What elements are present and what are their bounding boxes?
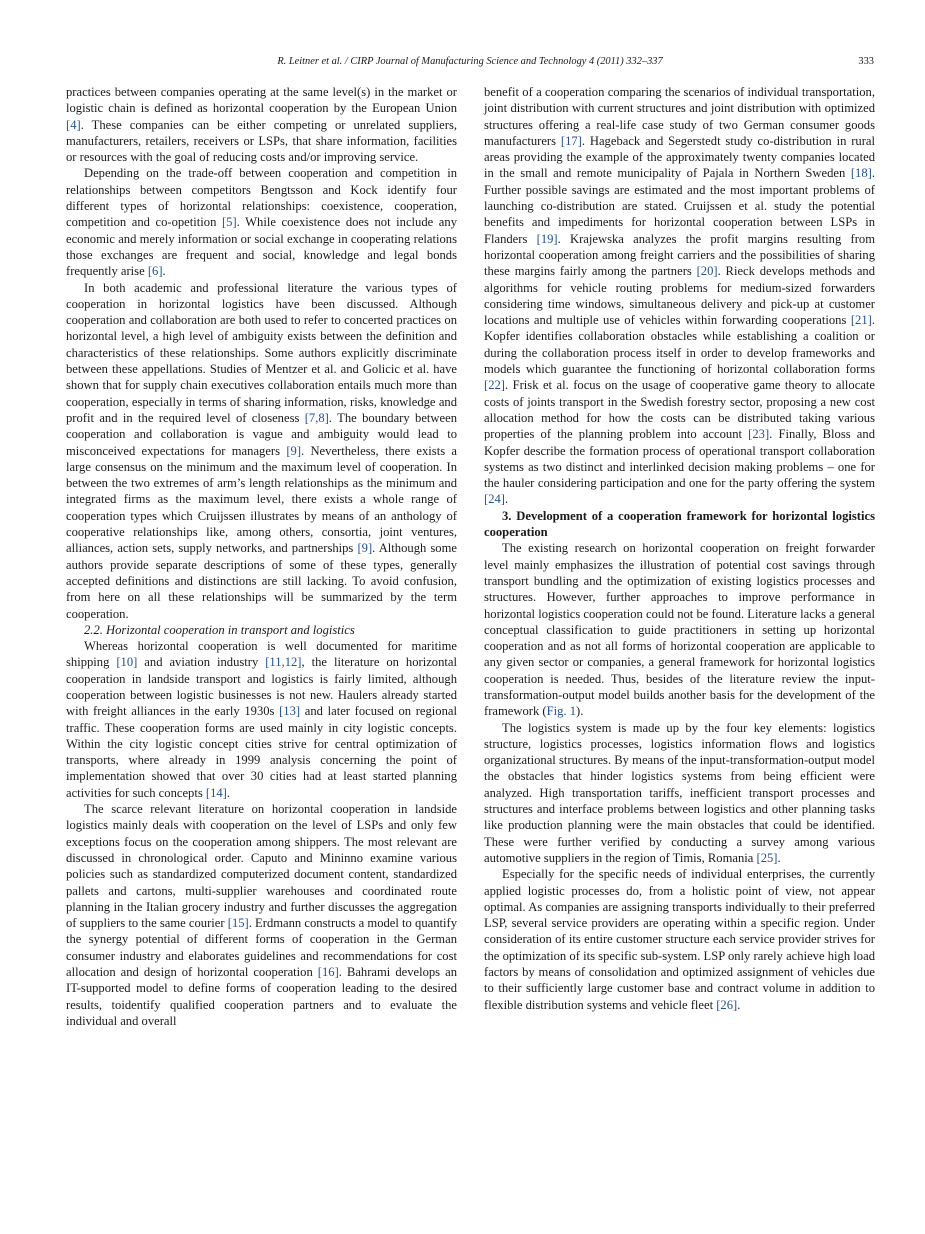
citation-link[interactable]: [20] [696,264,718,279]
citation-link[interactable]: [23] [748,427,770,442]
text-run: . Kopfer identifies collaboration obstacles while establishing a coalition or during the collaboration process itself in order to develop frameworks and models which guarantee the functioning of horizontal collaboration forms [484,313,875,377]
citation-link[interactable]: [10] [116,655,138,670]
text-run: . Krajewska analyzes the profit margins resulting from horizontal cooperation among freight carriers and the possibilities of sharing these margins fairly among the partners [484,231,875,279]
citation-link[interactable]: [7,8] [304,410,329,425]
page-number: 333 [858,56,874,67]
paragraph [66,84,457,165]
paragraph [66,165,457,279]
paragraph [484,84,875,508]
text-run: Depending on the trade-off between cooperation and competition in relationships between competitors Bengtsson and Kock identify four different types of horizontal relationships: coexistence, cooperation, competition and co-opetition [66,166,457,230]
subsection-heading: 2.2. Horizontal cooperation in transport and logistics [84,622,355,637]
citation-link[interactable]: [18] [850,166,872,181]
paragraph [484,720,875,867]
citation-link[interactable]: [9] [357,541,373,556]
right-column [484,84,875,1013]
text-run: . Finally, Bloss and Kopfer describe the formation process of operational transport collaboration systems as two distinct and interlinked decision making problems – one for the hauler considering participation and one for the party offering the system [484,427,875,491]
citation-link[interactable]: [11,12] [265,655,302,670]
text-run: The scarce relevant literature on horizontal cooperation in landside logistics mainly deals with cooperation on the level of LSPs and only few exceptions focus on the cooperation among shippers. The most relevant are discussed in chronological order. Caputo and Mininno examine various policies such as standardized computerized document content, standardized pallets and cartons, multi-supplier warehouses and coordinated route planning in the Italian grocery industry and further discusses the aggregation of suppliers to the same courier [66,802,457,931]
text-run: . The boundary between cooperation and collaboration is vague and ambiguity would lead to misconceived expectations for managers [66,410,457,458]
text-run: . Further possible savings are estimated and the most important problems of launching co-distribution are stated. Cruijssen et al. study the potential benefits and impediments for horizontal cooperation between LSPs in Flanders [484,166,875,246]
text-run: . These companies can be either competing or unrelated suppliers, manufacturers, retailers, receivers or LSPs, that share information, facilities or resources with the goal of reducing costs and/or improving service. [66,117,457,165]
citation-link[interactable]: [22] [484,378,505,393]
journal-citation: R. Leitner et al. / CIRP Journal of Manufacturing Science and Technology 4 (2011) 332–337 [277,56,663,67]
text-run: , the literature on horizontal cooperation in landside transport and logistics is fairly limited, although cooperation between logistic businesses is not new. Haulers already started with freight alliances in the early 1930s [66,655,457,719]
text-run: . Nevertheless, there exists a large consensus on the minimum and the maximum level of cooperation. In between the two extremes of arm’s length relationships as the minimum and integrated firms as the maximum level, there exists a whole range of cooperation types which Cruijssen illustrates by means of an anthology of cooperative relationships like, among others, consortia, joint ventures, alliances, action sets, supply networks, and partnerships [66,443,457,556]
text-run: . [777,850,781,865]
citation-link[interactable]: [5] [221,215,237,230]
text-run: . [226,785,231,800]
citation-link[interactable]: [24] [484,492,505,507]
citation-link[interactable]: [21] [850,313,872,328]
text-run: ). [576,704,584,719]
citation-link[interactable]: [4] [66,117,81,132]
text-run: and later focused on regional traffic. These cooperation forms are used mainly in city logistic concepts. Within the city logistic concept cities strive for central optimization of transports, where already in 1999 analysis concerning the point of implementation showed that over 30 cities had at least started planning activities for such concepts [66,704,457,800]
text-run: . Bahrami develops an IT-supported model to define forms of cooperation leading to the desired results, toidentify qualified cooperation partners and to evaluate the individual and overall [66,965,457,1028]
text-run: . [504,492,509,507]
text-run: . Hageback and Segerstedt study co-distribution in rural areas providing the example of the approximately twenty companies located in the small and remote municipality of Pajala in Northern Sweden [484,133,875,181]
citation-link[interactable]: [19] [536,231,558,246]
citation-link[interactable]: [13] [279,704,301,719]
section-heading: 3. Development of a cooperation framework for horizontal logistics cooperation [484,508,875,540]
text-run: The existing research on horizontal cooperation on freight forwarder level mainly emphasizes the illustration of potential cost savings through transport bundling and the optimization of existing logistics processes and structures. However, further approaches to improve performance in horizontal logistics cooperation could not be found. Literature lacks a general conceptual classification to guide practitioners in setting up horizontal cooperation and as not all forms of horizontal cooperation are applicable to any given sector or companies, a general framework for horizontal logistics cooperation is needed. Thus, besides of the literature review the input-transformation-output model builds another basis for the development of the framework ( [484,541,875,719]
paragraph [484,866,875,1013]
text-run: . Rieck develops methods and algorithms for vehicle routing problems for medium-sized forwarders considering time windows, simultaneous delivery and pick-up at customer locations and multiple use of vehicles within forwarding cooperations [484,264,876,328]
citation-link[interactable]: [25] [756,850,778,865]
paragraph [66,280,457,622]
citation-link[interactable]: [15] [227,916,249,931]
citation-link[interactable]: [9] [286,443,302,458]
citation-link[interactable]: [14] [205,785,227,800]
citation-link[interactable]: [6] [147,264,163,279]
text-run: Especially for the specific needs of individual enterprises, the currently applied logistic processes do, from a holistic point of view, not appear optimal. As companies are assigning transports individually to their preferred LSP, several service providers are operating within a specific region. Under consideration of its entire customer structure each service provider strives for the optimization of its specific sub-system. LSP only rarely achieve high load factors by means of consolidation and optimized assignment of vehicles due to their sufficiently large customer base and contract volume in addition to flexible distribution systems and vehicle fleet [484,867,875,1012]
text-run: . Although some authors provide separate descriptions of some of these types, generally accepted definitions and distinctions are still lacking. To avoid confusion, from here on all these relationships will be summarized by the term cooperation. [66,541,457,621]
text-run: practices between companies operating at the same level(s) in the market or logistic chain is defined as horizontal cooperation by the European Union [66,85,457,116]
text-run: . While coexistence does not include any economic and merely information or social exchange in cooperating relations those exchanges are frequent and social, knowledge and legal bonds frequently arise [66,215,457,279]
left-column [66,84,457,1029]
citation-link[interactable]: [17] [560,133,582,148]
text-run: benefit of a cooperation comparing the scenarios of individual transportation, joint distribution with current structures and joint distribution with optimized structures offering a real-life case study of two German consumer goods manufacturers [484,85,875,148]
paragraph [66,801,457,1029]
text-run: . Erdmann constructs a model to quantify the synergy potential of different forms of cooperation in the German consumer industry and elaborates guidelines and recommendations for cost allocation and design of horizontal cooperation [66,916,457,980]
paragraph [66,638,457,801]
paragraph [484,540,875,719]
citation-link[interactable]: Fig. 1 [546,704,576,719]
text-run: In both academic and professional literature the various types of cooperation in horizontal logistics have been discussed. Although cooperation and collaboration are both used to refer to concerted practices on horizontal level, a high level of ambiguity exists between the definition and characteristics of these relationships. Some authors explicitly discriminate between these appellations. Studies of Mentzer et al. and Golicic et al. have shown that for supply chain executives collaboration entails much more than cooperation, especially in terms of sharing information, risks, knowledge and profit and in the required level of closeness [66,280,457,425]
text-run: . Frisk et al. focus on the usage of cooperative game theory to allocate costs of joints transport in the Swedish forestry sector, proposing a new cost allocation method for how the costs can be distributed taking various properties of the planning problem into account [484,378,875,442]
text-run: Whereas horizontal cooperation is well documented for maritime shipping [66,639,457,670]
citation-link[interactable]: [26] [716,997,738,1012]
text-run: and aviation industry [137,655,266,670]
running-header [66,56,874,72]
text-run: . [737,997,741,1012]
text-run: The logistics system is made up by the four key elements: logistics structure, logistics processes, logistics information flows and logistics organizational structures. By means of the input-transformation-output model the obstacles that hinder logistics systems from being efficient were analyzed. High transportation tariffs, inefficient transport processes and structures and interface problems between logistics and other planning tasks like production planning were the main obstacles that could be identified. These were further verified by conducting a survey among various automotive suppliers in the region of Timis, Romania [484,720,875,865]
citation-link[interactable]: [16] [317,965,339,980]
text-run: . [162,264,166,279]
